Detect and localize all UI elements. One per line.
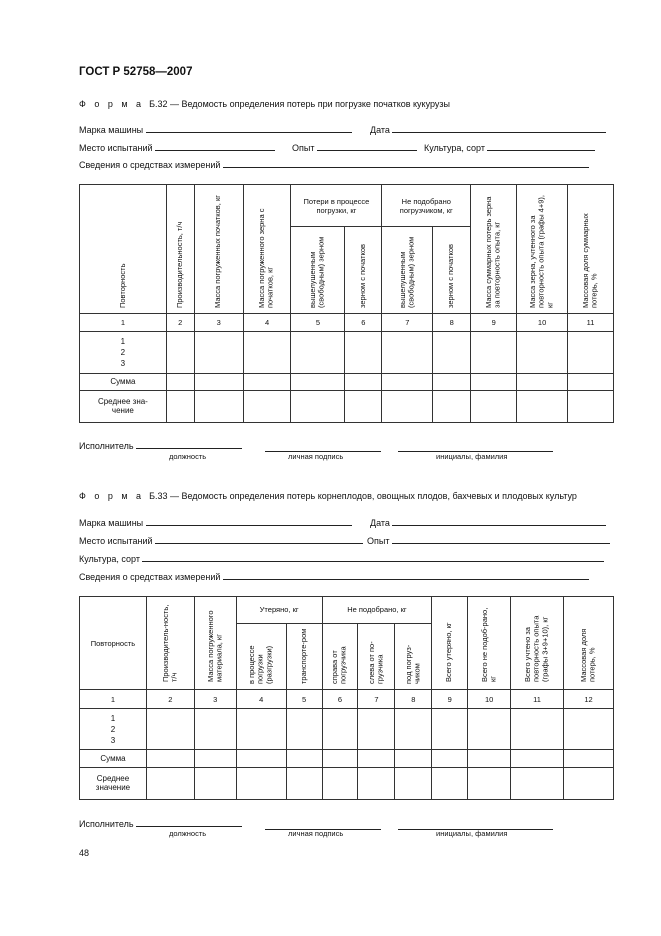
executor-field: Исполнитель	[79, 439, 242, 451]
place-field-2: Место испытаний	[79, 534, 363, 546]
culture-field: Культура, сорт	[424, 141, 595, 153]
col-header-free-grain: вышелушенным (свободным) зерном	[291, 227, 345, 313]
col-header-right: справа от погрузчика	[322, 623, 358, 689]
col-header-productivity: Производитель-ность, т/ч	[146, 597, 194, 690]
standard-number: ГОСТ Р 52758—2007	[79, 66, 193, 78]
col-header-conveyor: транспорте-ром	[286, 623, 322, 689]
col-header-during-loading: в процессе погрузки (разгрузки)	[236, 623, 286, 689]
table-b33	[79, 596, 614, 800]
caption-signature: личная подпись	[288, 452, 344, 461]
col-header-loss-fraction: Массовая доля потерь, %	[564, 597, 614, 690]
caption-position: должность	[169, 452, 207, 461]
col-header-free-grain-2: вышелушенным (свободным) зерном	[382, 227, 433, 313]
col-header-cob-grain-2: зерном с початков	[433, 227, 471, 313]
group-header-loading-losses: Потери в процессе погрузки, кг	[291, 185, 382, 227]
form-b32-title	[79, 99, 450, 109]
instruments-field-2: Сведения о средствах измерений	[79, 570, 589, 582]
place-field: Место испытаний	[79, 141, 275, 153]
form-label: Ф о р м а	[79, 99, 145, 109]
col-header-cob-grain: зерном с початков	[345, 227, 382, 313]
form-title-text: Б.32 — Ведомость определения потерь при погрузке початков кукурузы	[149, 99, 450, 109]
table-row: Сумма	[80, 373, 614, 390]
col-header-productivity: Производительность, т/ч	[166, 185, 194, 314]
col-header-loss-fraction: Массовая доля суммарных потерь, %	[568, 185, 614, 314]
group-header-lost: Утеряно, кг	[236, 597, 322, 624]
executor-field-2: Исполнитель	[79, 817, 242, 829]
group-header-not-picked: Не подобрано погрузчиком, кг	[382, 185, 471, 227]
instruments-field: Сведения о средствах измерений	[79, 158, 589, 170]
col-header-grain-counted: Масса зерна, учтенного за повторность опыта (графы 4+9), кг	[517, 185, 568, 314]
col-header-repetition: Повторность	[80, 597, 147, 690]
date-field: Дата	[370, 123, 606, 135]
table-b32	[79, 184, 614, 423]
page-number: 48	[79, 848, 90, 858]
col-header-under: под погруз-чиком	[395, 623, 432, 689]
col-header-left: слева от по-грузчика	[358, 623, 395, 689]
column-numbers-row: 1 2 3 4 5 6 7 8 9 10 11	[80, 313, 614, 331]
date-field-2: Дата	[370, 516, 606, 528]
form-title-text: Б.33 — Ведомость определения потерь корнеплодов, овощных плодов, бахчевых и плодовых культур	[149, 491, 577, 501]
table-row: Сумма	[80, 750, 614, 768]
caption-name-2: инициалы, фамилия	[436, 829, 508, 838]
table-row: 1 2 3	[80, 708, 614, 749]
machine-field: Марка машины	[79, 123, 352, 135]
caption-name: инициалы, фамилия	[436, 452, 508, 461]
form-b33-title	[79, 491, 577, 501]
caption-signature-2: личная подпись	[288, 829, 344, 838]
col-header-mass-cobs: Масса погруженных початков, кг	[194, 185, 243, 314]
col-header-mass-grain: Масса погруженного зерна с початков, кг	[243, 185, 291, 314]
group-header-not-picked: Не подобрано, кг	[322, 597, 432, 624]
experiment-field-2: Опыт	[367, 534, 610, 546]
col-header-total-not-picked: Всего не подоб-рано, кг	[468, 597, 511, 690]
culture-field-2: Культура, сорт	[79, 552, 604, 564]
experiment-field: Опыт	[292, 141, 417, 153]
col-header-total-losses: Масса суммарных потерь зерна за повторность опыта, кг	[471, 185, 517, 314]
col-header-total-lost: Всего утеряно, кг	[432, 597, 468, 690]
col-header-mass-loaded: Масса погруженного материала, кг	[194, 597, 236, 690]
table-row: 1 2 3	[80, 331, 614, 373]
column-numbers-row: 1 2 3 4 5 6 7 8 9 10 11 12	[80, 690, 614, 709]
col-header-total-counted: Всего учтено за повторность опыта (графы 3+9+10), кг	[511, 597, 564, 690]
machine-field-2: Марка машины	[79, 516, 352, 528]
table-row: Среднее зна- чение	[80, 390, 614, 422]
col-header-repetition: Повторность	[80, 185, 167, 314]
table-row: Среднее значение	[80, 767, 614, 799]
form-label: Ф о р м а	[79, 491, 145, 501]
caption-position-2: должность	[169, 829, 207, 838]
